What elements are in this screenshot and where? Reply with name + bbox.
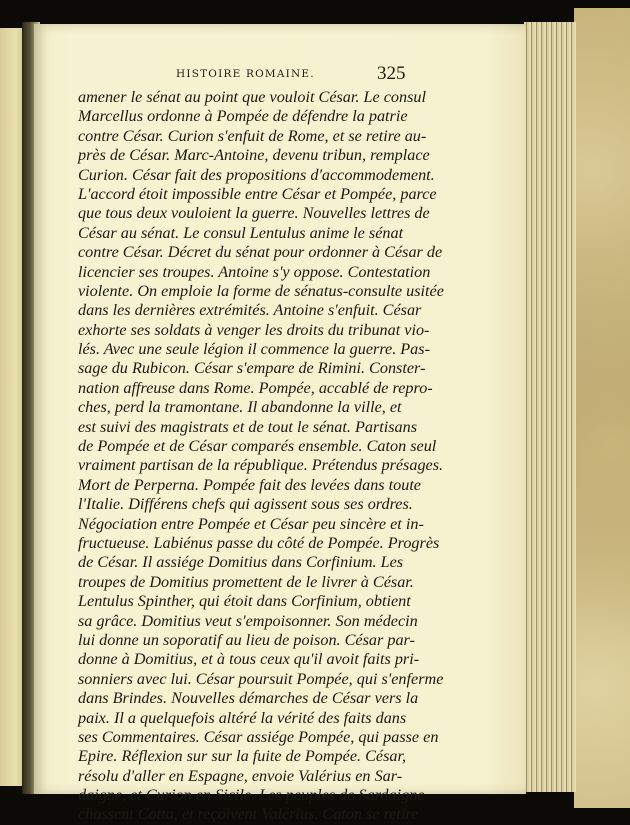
page-edges xyxy=(524,22,576,792)
text-line: daigne, et Curion en Sicile. Les peuples de Sardaigne xyxy=(78,786,425,805)
running-head: HISTOIRE ROMAINE. xyxy=(176,68,315,80)
text-line: Négociation entre Pompée et César peu sincère et in- xyxy=(78,514,424,533)
text-line: exhorte ses soldats à venger les droits du tribunat vio- xyxy=(78,320,430,339)
text-line: sage du Rubicon. César s'empare de Rimini. Conster- xyxy=(78,359,426,378)
page-number: 325 xyxy=(377,63,406,84)
text-line: sa grâce. Domitius veut s'empoisonner. Son médecin xyxy=(78,611,418,630)
body-text xyxy=(78,88,444,825)
text-line: près de César. Marc-Antoine, devenu tribun, remplace xyxy=(78,146,430,165)
text-line: paix. Il a quelquefois altéré la vérité des faits dans xyxy=(78,708,407,727)
text-line: Lentulus Spinther, qui étoit dans Corfinium, obtient xyxy=(78,592,411,611)
text-line: de Pompée et de César comparés ensemble. Caton seul xyxy=(78,437,437,456)
text-line: L'accord étoit impossible entre César et Pompée, parce xyxy=(78,184,437,203)
text-line: de César. Il assiége Domitius dans Corfinium. Les xyxy=(78,553,404,572)
text-line: nation affreuse dans Rome. Pompée, accablé de repro- xyxy=(78,378,433,397)
text-line: contre César. Décret du sénat pour ordonner à César de xyxy=(78,243,443,262)
text-line: que tous deux vouloient la guerre. Nouvelles lettres de xyxy=(78,204,430,223)
text-line: Curion. César fait des propositions d'accommodement. xyxy=(78,165,435,184)
text-line: l'Italie. Différens chefs qui agissent sous ses ordres. xyxy=(78,495,413,514)
text-line: chassent Cotta, et reçoivent Valérius. Caton se retire xyxy=(78,805,419,824)
text-line: Mort de Perperna. Pompée fait des levées dans toute xyxy=(78,475,421,494)
text-line: troupes de Domitius promettent de le livrer à César. xyxy=(78,572,414,591)
text-line: fructueuse. Labiénus passe du côté de Pompée. Progrès xyxy=(78,533,440,552)
text-line: lés. Avec une seule légion il commence la guerre. Pas- xyxy=(78,340,430,359)
text-line: Marcellus ordonne à Pompée de défendre la patrie xyxy=(78,107,408,126)
text-line: résolu d'aller en Espagne, envoie Valérius en Sar- xyxy=(78,766,403,785)
text-line: sonniers avec lui. César poursuit Pompée, qui s'enferme xyxy=(78,669,444,688)
text-line: vraiment partisan de la république. Prétendus présages. xyxy=(78,456,444,475)
text-line: dans les dernières extrémités. Antoine s'enfuit. César xyxy=(78,301,422,320)
text-line: amener le sénat au point que vouloit César. Le consul xyxy=(78,88,426,106)
text-line: Epire. Réflexion sur sur la fuite de Pompée. César, xyxy=(78,747,407,766)
marbled-cover xyxy=(574,8,630,808)
text-line: César au sénat. Le consul Lentulus anime le sénat xyxy=(78,223,404,242)
text-line: contre César. Curion s'enfuit de Rome, et se retire au- xyxy=(78,126,427,145)
text-line: ches, perd la tramontane. Il abandonne la ville, et xyxy=(78,398,402,417)
text-line: donne à Domitius, et à tous ceux qu'il avoit faits pri- xyxy=(78,650,420,669)
text-line: dans Brindes. Nouvelles démarches de César vers la xyxy=(78,689,419,708)
text-line: ses Commentaires. César assiége Pompée, qui passe en xyxy=(78,727,439,746)
text-line: lui donne un soporatif au lieu de poison. César par- xyxy=(78,630,415,649)
text-line: violente. On emploie la forme de sénatus-consulte usitée xyxy=(78,281,444,300)
text-line: est suivi des magistrats et de tout le sénat. Partisans xyxy=(78,417,418,436)
text-line: licencier ses troupes. Antoine s'y oppose. Contestation xyxy=(78,262,431,281)
